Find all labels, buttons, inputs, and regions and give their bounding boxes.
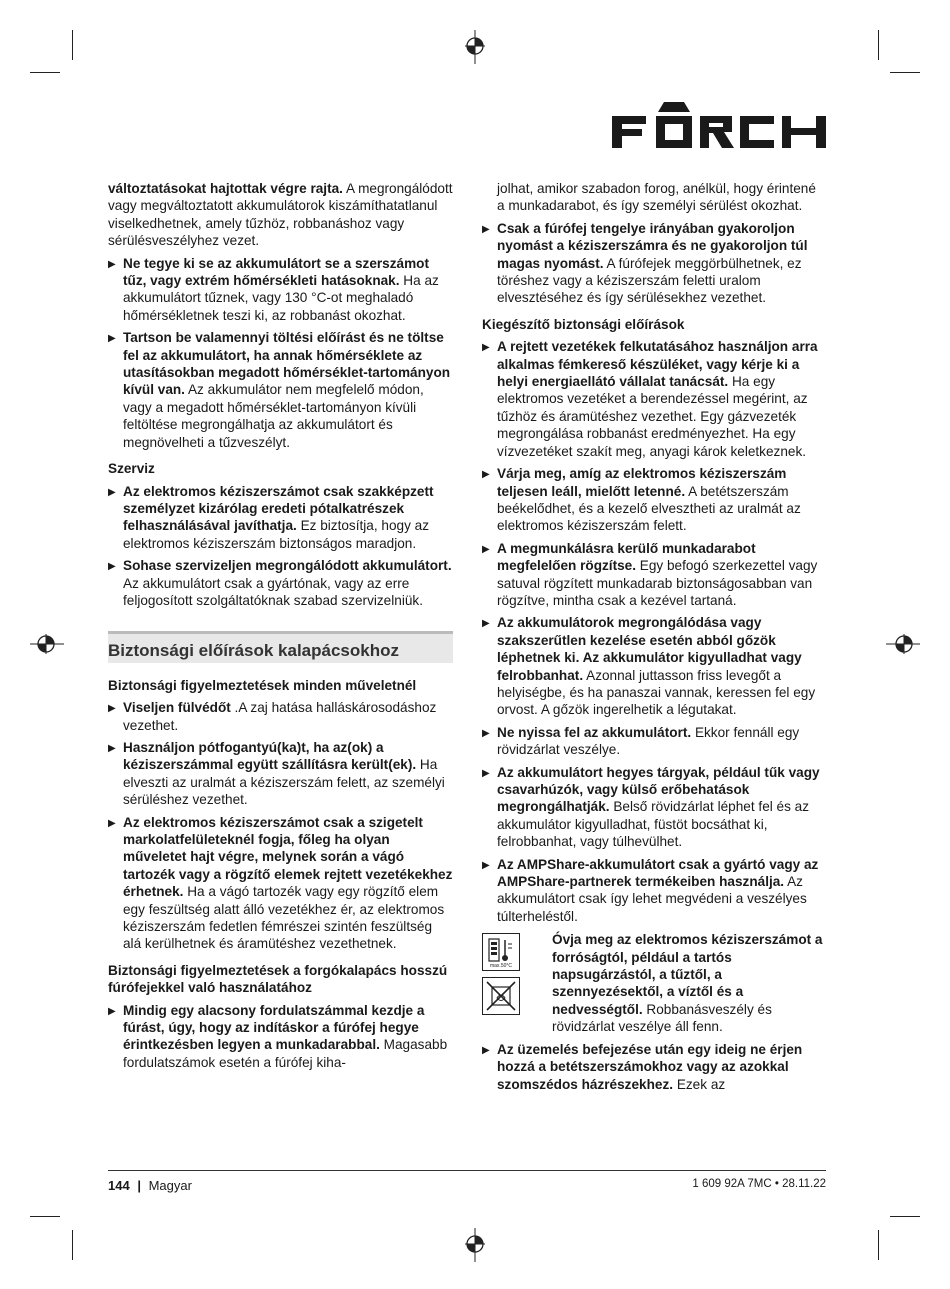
- bullet-triangle-icon: ▶: [108, 561, 116, 573]
- list-item: ▶ Sohase szervizeljen megrongálódott akkumulátort. Az akkumulátort csak a gyártónak, vagy az erre feljogosított szolgáltatóknak szabad szervizelniük.: [108, 558, 452, 608]
- list-item: ▶ Ne nyissa fel az akkumulátort. Ekkor fennáll egy rövidzárlat veszélye.: [482, 724, 800, 758]
- left-column: [108, 180, 453, 1076]
- bullet-triangle-icon: ▶: [108, 333, 116, 345]
- bullet-triangle-icon: ▶: [482, 342, 490, 354]
- warning-icon-paragraph: max.50°C Óvja meg az elektromos kéziszerszámot a forróságtól, például a tartós napsugárzástól, a tűztől, a szennyezésektől, a víztől és a nedvességtől. Robbanásveszély és rövidzárlat veszélye áll fenn.: [482, 931, 826, 1035]
- list-item: ▶ Az elektromos kéziszerszámot csak a szigetelt markolatfelületeknél fogja, főleg ha olyan műveletet hajt végre, melynek során a vágó tartozék vagy a rögzítő elemek rejtett vezetékekhez érhetnek. Ha a vágó tartozék vagy egy rögzítő elem egy feszültség alatt álló vezetékhez ér, az elektromos kéziszerszám fedetlen fémrészei szintén feszültség alá kerülhetnek és áramütéshez vezethetnek.: [108, 814, 453, 952]
- registration-mark-icon: [886, 632, 920, 656]
- right-column: [482, 180, 826, 1098]
- bullet-triangle-icon: ▶: [108, 1005, 116, 1017]
- bullet-triangle-icon: ▶: [482, 223, 490, 235]
- registration-mark-icon: [463, 30, 487, 64]
- bullet-triangle-icon: ▶: [108, 486, 116, 498]
- continued-paragraph: jolhat, amikor szabadon forog, anélkül, hogy érintené a munkadarabot, és így személyi sérülést okozhat.: [497, 181, 816, 214]
- bullet-triangle-icon: ▶: [108, 258, 116, 270]
- bullet-triangle-icon: ▶: [482, 859, 490, 871]
- forch-logo: [612, 102, 826, 148]
- crop-mark: [878, 30, 879, 60]
- page-number: 144: [108, 1178, 130, 1193]
- heat-temperature-icon: [482, 933, 520, 971]
- list-item: ▶ Az AMPShare-akkumulátort csak a gyártó vagy az AMPShare-partnerek termékeiben használja. Az akkumulátort csak így lehet megvédeni a veszélyes túlterheléstől.: [482, 856, 819, 924]
- bullet-triangle-icon: ▶: [482, 1044, 490, 1056]
- list-item: ▶ Mindig egy alacsony fordulatszámmal kezdje a fúrást, úgy, hogy az indításkor a fúrófej hegye érintkezésben legyen a munkadarabbal. Magasabb fordulatszámok esetén a fúrófej kiha-: [108, 1002, 448, 1070]
- crop-mark: [30, 1216, 60, 1217]
- subheading: Kiegészítő biztonsági előírások: [482, 316, 685, 332]
- list-item: ▶ Ne tegye ki se az akkumulátort se a szerszámot tűz, vagy extrém hőmérsékleti hatásoknak. Ha az akkumulátort tűznek, vagy 130 °C-ot meghaladó hőmérsékletnek teszi ki, az robbanást okozhat.: [108, 255, 439, 323]
- subheading: Biztonsági figyelmeztetések a forgókalapács hosszú fúrófejekkel való használatához: [108, 962, 448, 996]
- subheading: Biztonsági figyelmeztetések minden műveletnél: [108, 677, 417, 693]
- crop-mark: [890, 72, 920, 73]
- svg-text:max.50°C: max.50°C: [489, 963, 513, 970]
- section-title: Biztonsági előírások kalapácsokhoz: [108, 631, 453, 662]
- list-item: ▶ Az elektromos kéziszerszámot csak szakképzett személyzet kizárólag eredeti pótalkatrészek felhasználásával javíthatja. Ez biztosítja, hogy az elektromos kéziszerszám biztonságos maradjon.: [108, 483, 434, 551]
- bullet-triangle-icon: ▶: [482, 618, 490, 630]
- list-item: ▶ Viseljen fülvédőt .A zaj hatása halláskárosodáshoz vezethet.: [108, 700, 437, 733]
- list-item: ▶ Az üzemelés befejezése után egy ideig ne érjen hozzá a betétszerszámokhoz vagy az azokkal szomszédos házrészekhez. Ezek az: [482, 1041, 803, 1092]
- list-item: ▶ Csak a fúrófej tengelye irányában gyakoroljon nyomást a kéziszerszámra és ne gyakoroljon túl magas nyomást. A fúrófejek meggörbülhetnek, ez töréshez vagy a kéziszerszám feletti uralom elvesztéséhez és így sérülésekhez vezethet.: [482, 220, 808, 306]
- registration-mark-icon: [30, 632, 64, 656]
- bullet-triangle-icon: ▶: [482, 767, 490, 779]
- bullet-triangle-icon: ▶: [108, 742, 116, 754]
- list-item: ▶ Várja meg, amíg az elektromos kéziszerszám teljesen leáll, mielőtt letenné. A betétszerszám beékelődhet, és a kezelő elvesztheti az uralmát az elektromos kéziszerszám felett.: [482, 466, 801, 534]
- list-item: ▶ A megmunkálásra kerülő munkadarabot megfelelően rögzítse. Egy befogó szerkezettel vagy satuval rögzített munkadarab biztonságosabban van rögzítve, mintha csak a kezével tartaná.: [482, 540, 818, 608]
- crop-mark: [30, 72, 60, 73]
- registration-mark-icon: [463, 1228, 487, 1262]
- bullet-triangle-icon: ▶: [482, 727, 490, 739]
- bullet-triangle-icon: ▶: [108, 817, 116, 829]
- list-item: ▶ A rejtett vezetékek felkutatásához használjon arra alkalmas fémkereső készüléket, vagy kérje ki a helyi energiaellátó vállalat tanácsát. Ha egy elektromos vezetéket a berendezéssel megérint, az tűzhöz és áramütéshez vezethet. Egy gázvezeték megrongálása robbanást eredményezhet. Ha egy vízvezetéket szakít meg, anyagi károk keletkeznek.: [482, 339, 818, 459]
- bullet-triangle-icon: ▶: [482, 543, 490, 555]
- footer-separator: |: [137, 1178, 141, 1193]
- no-water-icon: [482, 977, 520, 1015]
- list-item: ▶ Használjon pótfogantyú(ka)t, ha az(ok) a kéziszerszámmal együtt szállításra került(ek). Ha elveszti az uralmát a kéziszerszám felett, az személyi sérüléshez vezethet.: [108, 739, 445, 808]
- bullet-triangle-icon: ▶: [108, 703, 116, 715]
- list-item: ▶ Az akkumulátorok megrongálódása vagy szakszerűtlen kezelése esetén abból gőzök léphetnek ki. Az akkumulátor kigyulladhat vagy felrobbanhat. Azonnal juttasson friss levegőt a helyiségbe, és ha panaszai vannak, keressen fel egy orvost. A gőzök ingerelhetik a légutakat.: [482, 615, 816, 718]
- footer-rule: [108, 1170, 826, 1171]
- bullet-triangle-icon: ▶: [482, 469, 490, 481]
- service-heading: Szerviz: [108, 461, 155, 477]
- language-label: Magyar: [148, 1178, 192, 1193]
- crop-mark: [878, 1230, 879, 1260]
- crop-mark: [72, 1230, 73, 1260]
- footer-page-info: [108, 1178, 192, 1193]
- document-code: 1 609 92A 7MC • 28.11.22: [692, 1178, 826, 1190]
- crop-mark: [890, 1216, 920, 1217]
- intro-paragraph: változtatásokat hajtottak végre rajta. A megrongálódott vagy megváltoztatott akkumulátorok kiszámíthatatlanul viselkedhetnek, amely tűzhöz, robbanáshoz vagy sérülésveszélyhez vezet.: [108, 181, 453, 249]
- list-item: ▶ Tartson be valamennyi töltési előírást és ne töltse fel az akkumulátort, ha annak hőmérséklete az utasításokban megadott hőmérséklet-tartományon kívül van. Az akkumulátor nem megfelelő módon, vagy a megadott hőmérséklet-tartományon kívüli feltöltése megrongálhatja az akkumulátort és megnövelheti a tűzveszélyt.: [108, 330, 451, 450]
- crop-mark: [72, 30, 73, 60]
- list-item: ▶ Az akkumulátort hegyes tárgyak, például tűk vagy csavarhúzók, vagy külső erőbehatások megrongálhatják. Belső rövidzárlat léphet fel és az akkumulátor kigyulladhat, füstöt bocsáthat ki, felrobbanhat, vagy túlhevülhet.: [482, 764, 820, 850]
